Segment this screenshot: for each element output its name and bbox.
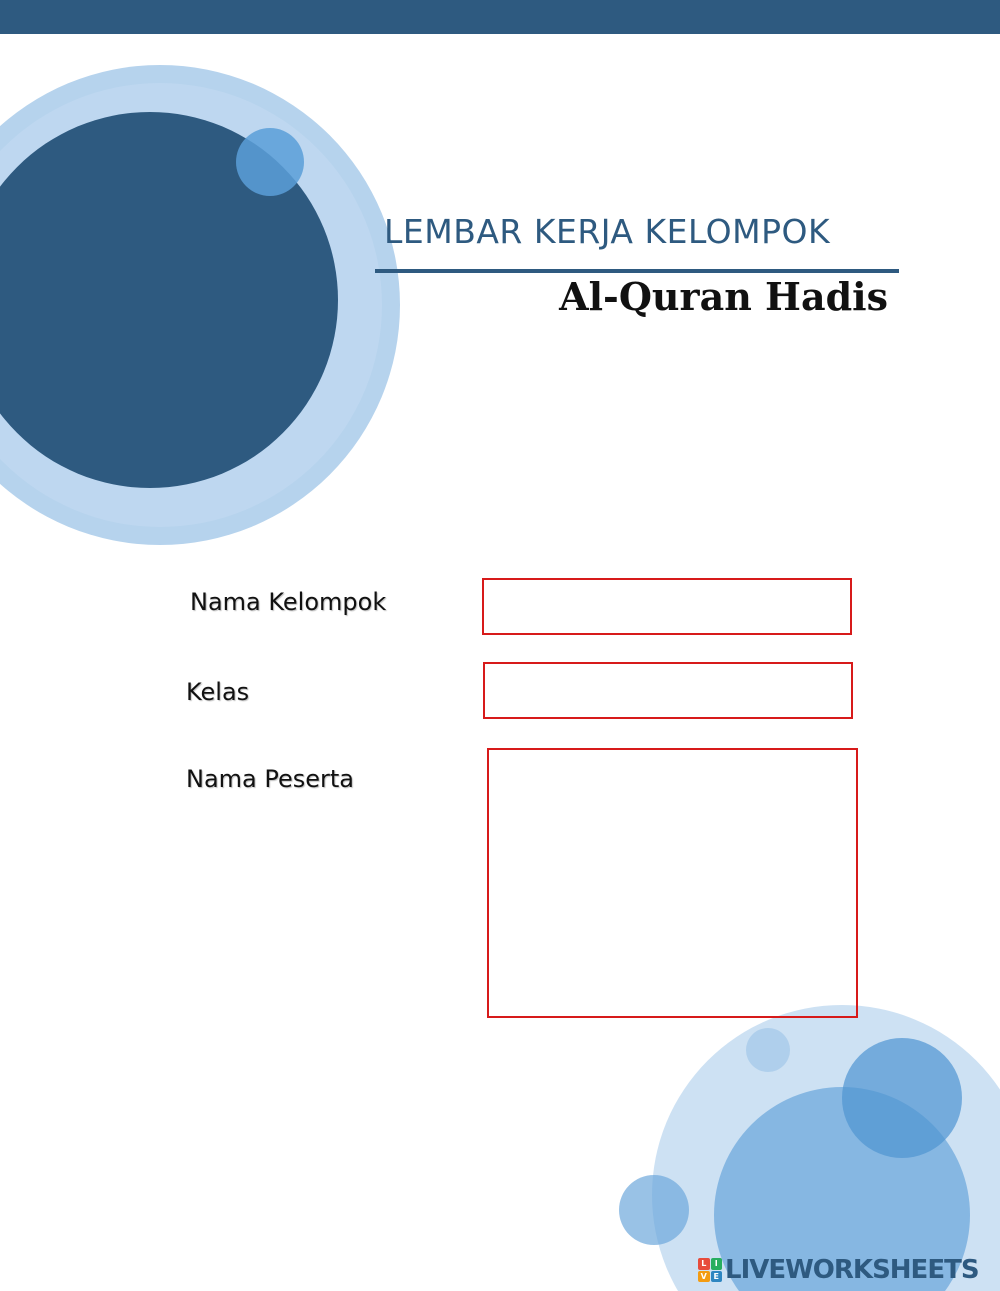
group-name-input[interactable] (482, 578, 852, 635)
logo-letter-i: I (711, 1258, 723, 1270)
logo-letter-v: V (698, 1271, 710, 1283)
class-label: Kelas (186, 678, 250, 706)
upper-accent-circle (842, 1038, 962, 1158)
logo-letter-l: L (698, 1258, 710, 1270)
group-name-label: Nama Kelompok (190, 588, 387, 616)
participants-label: Nama Peserta (186, 765, 355, 793)
tiny-circle (746, 1028, 790, 1072)
logo-letter-e: E (711, 1271, 723, 1283)
participants-textarea[interactable] (487, 748, 858, 1018)
worksheet-title: LEMBAR KERJA KELOMPOK (384, 212, 831, 251)
class-input[interactable] (483, 662, 853, 719)
small-accent-circle (236, 128, 304, 196)
top-left-circle-decoration (0, 65, 400, 545)
liveworksheets-logo-icon (698, 1258, 722, 1282)
bottom-right-circle-decoration (619, 1005, 1000, 1291)
liveworksheets-brand (698, 1253, 994, 1287)
left-accent-circle (619, 1175, 689, 1245)
title-divider (375, 269, 899, 273)
subject-title: Al-Quran Hadis (559, 274, 888, 319)
brand-text: LIVEWORKSHEETS (725, 1255, 979, 1285)
